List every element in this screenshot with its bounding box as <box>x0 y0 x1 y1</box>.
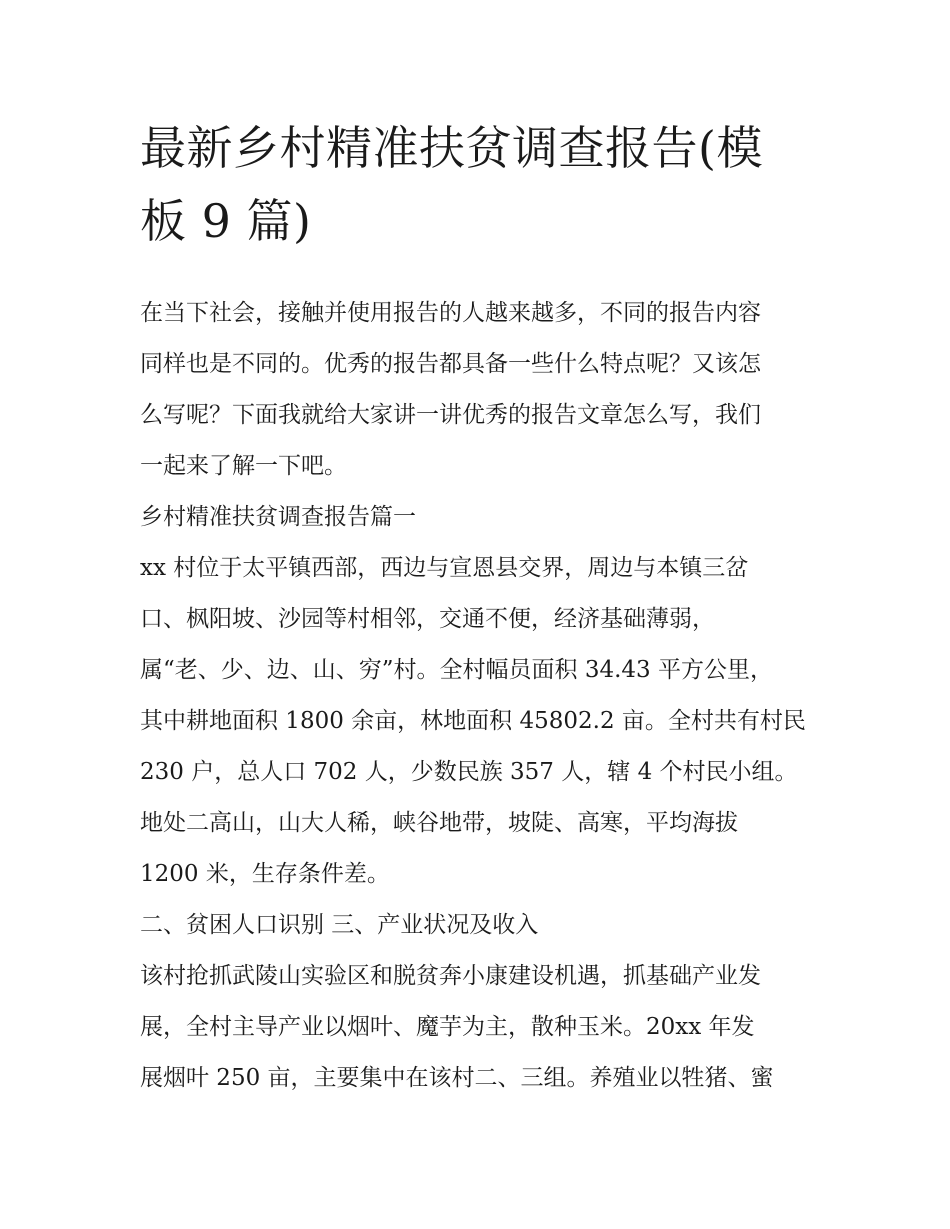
paragraph-line: 属“老、少、边、山、穷”村。全村幅员面积 34.43 平方公里， <box>140 657 773 683</box>
document-title <box>140 112 815 258</box>
paragraph-line: 展，全村主导产业以烟叶、魔芋为主，散种玉米。20xx 年发 <box>140 1014 755 1040</box>
intro-line-3: 么写呢？下面我就给大家讲一讲优秀的报告文章怎么写，我们 <box>140 402 761 428</box>
intro-line-2: 同样也是不同的。优秀的报告都具备一些什么特点呢？又该怎 <box>140 351 761 377</box>
title-line-1: 最新乡村精准扶贫调查报告(模 <box>140 121 763 175</box>
paragraph-line: 230 户，总人口 702 人，少数民族 357 人，辖 4 个村民小组。 <box>140 759 798 785</box>
section-heading-2: 二、贫困人口识别 三、产业状况及收入 <box>140 912 539 938</box>
intro-line-4: 一起来了解一下吧。 <box>140 453 347 479</box>
paragraph-line: 该村抢抓武陵山实验区和脱贫奔小康建设机遇，抓基础产业发 <box>140 963 761 989</box>
paragraph-line: 1200 米，生存条件差。 <box>140 861 390 887</box>
section-heading-1: 乡村精准扶贫调查报告篇一 <box>140 504 416 530</box>
intro-line-1: 在当下社会，接触并使用报告的人越来越多，不同的报告内容 <box>140 300 761 326</box>
title-line-2: 板 9 篇) <box>140 194 312 248</box>
paragraph-line: 口、枫阳坡、沙园等村相邻，交通不便，经济基础薄弱， <box>140 606 715 632</box>
paragraph-line: 其中耕地面积 1800 余亩，林地面积 45802.2 亩。全村共有村民 <box>140 708 806 734</box>
paragraph-line: 展烟叶 250 亩，主要集中在该村二、三组。养殖业以牲猪、蜜 <box>140 1065 774 1091</box>
paragraph-line: xx 村位于太平镇西部，西边与宣恩县交界，周边与本镇三岔 <box>140 555 749 581</box>
document-page <box>140 112 815 1104</box>
document-body <box>140 288 815 1104</box>
paragraph-line: 地处二高山，山大人稀，峡谷地带，坡陡、高寒，平均海拔 <box>140 810 738 836</box>
